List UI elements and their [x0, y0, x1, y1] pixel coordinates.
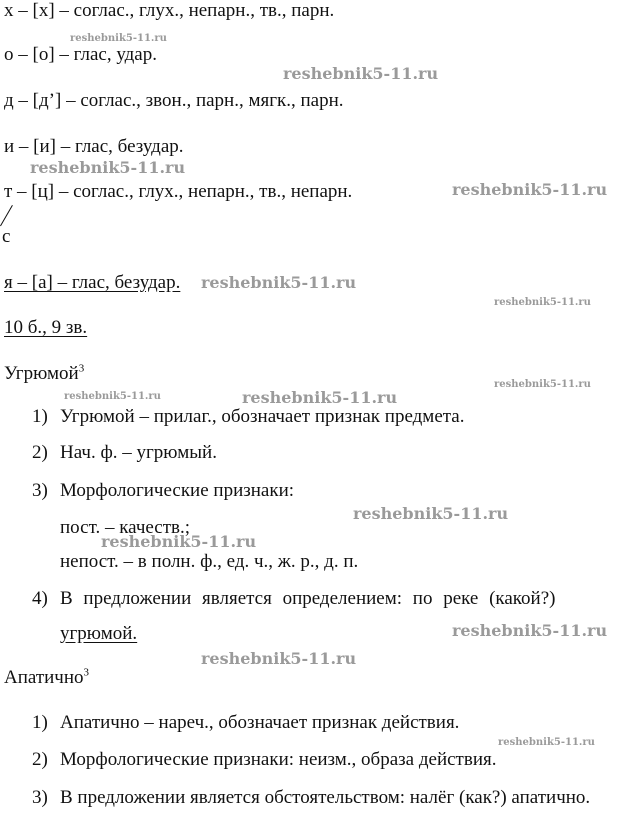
word1-item-4 [32, 588, 638, 610]
item-number: 2) [32, 442, 48, 463]
word2-item-3 [32, 787, 590, 809]
watermark: reshebnik5-11.ru [101, 532, 257, 551]
phonetic-line-o: о – [о] – глас, удар. [4, 44, 157, 65]
phonetic-line-s: с [2, 226, 11, 247]
word1-item-1 [32, 406, 464, 428]
watermark: reshebnik5-11.ru [70, 33, 167, 44]
watermark: reshebnik5-11.ru [353, 504, 509, 523]
word2-sup: 3 [83, 666, 90, 679]
item-number: 1) [32, 712, 48, 733]
item-number: 2) [32, 749, 48, 770]
word1-title [4, 363, 84, 385]
watermark: reshebnik5-11.ru [242, 388, 398, 407]
word2-item-1 [32, 712, 459, 734]
phonetic-line-i: и – [и] – глас, безудар. [4, 136, 184, 157]
watermark: reshebnik5-11.ru [201, 273, 357, 292]
item-number: 4) [32, 588, 48, 609]
item-text: Морфологические признаки: [60, 480, 295, 501]
watermark: reshebnik5-11.ru [201, 649, 357, 668]
watermark: reshebnik5-11.ru [283, 64, 439, 83]
phonetic-line-x: х – [х] – соглас., глух., непарн., тв., парн. [4, 0, 335, 21]
phonetic-line-t: т – [ц] – соглас., глух., непарн., тв., непарн. [4, 181, 353, 202]
phonetic-line-ya: я – [а] – глас, безудар. [4, 272, 181, 293]
word1-sup: 3 [78, 362, 85, 375]
item-text: В предложении является определением: по реке (какой?) [60, 588, 556, 609]
item-number: 3) [32, 787, 48, 808]
word1-item-2 [32, 442, 217, 464]
watermark: reshebnik5-11.ru [64, 391, 161, 402]
item-text: Нач. ф. – угрюмый. [60, 442, 217, 463]
item-text: Угрюмой – прилаг., обозначает признак предмета. [60, 406, 465, 427]
word1-item-3 [32, 480, 294, 502]
word2-title [4, 667, 89, 689]
watermark: reshebnik5-11.ru [30, 158, 186, 177]
watermark: reshebnik5-11.ru [452, 621, 608, 640]
watermark: reshebnik5-11.ru [452, 180, 608, 199]
watermark: reshebnik5-11.ru [494, 297, 591, 308]
item-number: 3) [32, 480, 48, 501]
word2-title-text: Апатично [4, 667, 84, 688]
watermark: reshebnik5-11.ru [494, 379, 591, 390]
word1-item-4-continued: угрюмой. [60, 623, 138, 644]
summary-count: 10 б., 9 зв. [4, 317, 88, 338]
phonetic-line-d: д – [д’] – соглас., звон., парн., мягк., парн. [4, 90, 344, 111]
item-text: Апатично – нареч., обозначает признак действия. [60, 712, 460, 733]
watermark: reshebnik5-11.ru [498, 737, 595, 748]
word2-item-2 [32, 749, 496, 771]
word1-const-features: пост. – качеств.; [60, 517, 191, 538]
item-text: В предложении является обстоятельством: налёг (как?) апатично. [60, 787, 591, 808]
word1-nonconst-features: непост. – в полн. ф., ед. ч., ж. р., д. п. [60, 551, 359, 572]
item-text: Морфологические признаки: неизм., образа действия. [60, 749, 497, 770]
item-number: 1) [32, 406, 48, 427]
merge-bracket [0, 205, 13, 226]
word1-title-text: Угрюмой [4, 363, 79, 384]
